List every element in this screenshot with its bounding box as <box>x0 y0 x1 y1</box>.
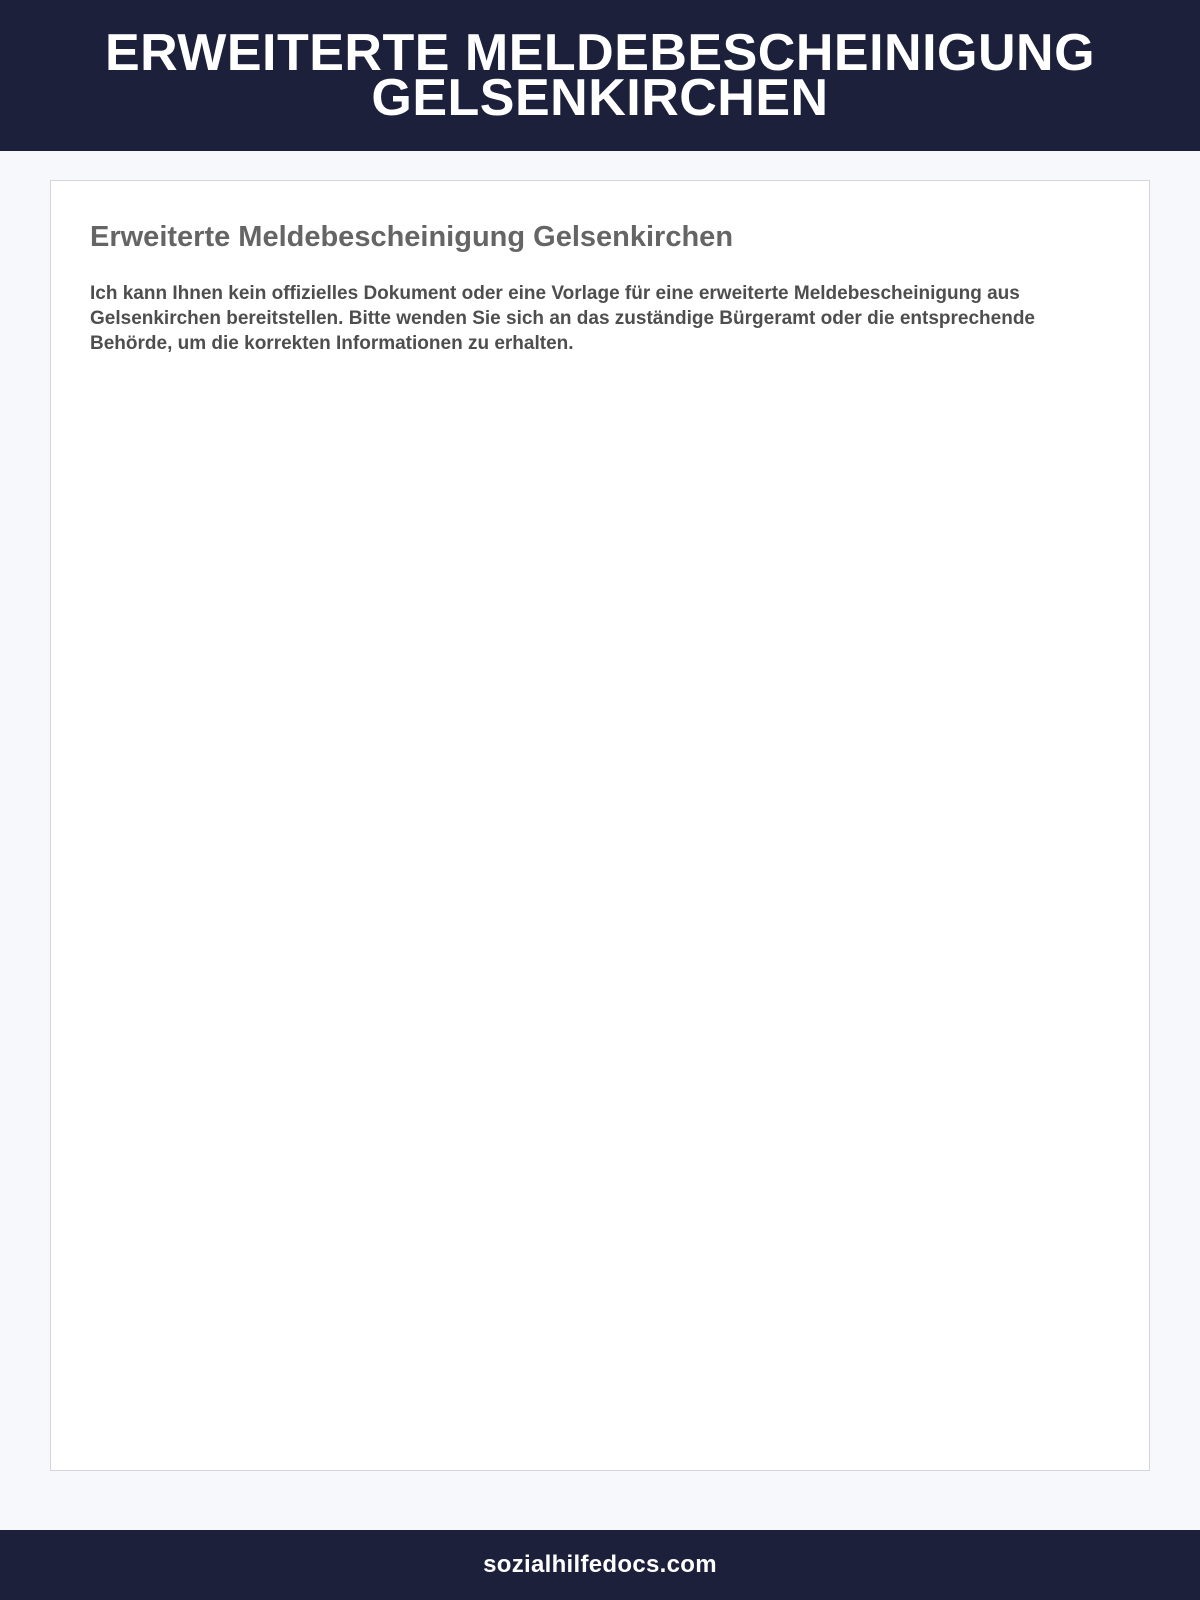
content-paragraph: Ich kann Ihnen kein offizielles Dokument oder eine Vorlage für eine erweiterte Meldebescheinigung aus Gelsenkirchen bereitstellen. Bitte wenden Sie sich an das zuständige Bürgeramt oder die entsprechende Behörde, um die korrekten Informationen zu erhalten. <box>90 283 1035 354</box>
content-card <box>50 180 1150 1471</box>
content-heading: Erweiterte Meldebescheinigung Gelsenkirchen <box>90 221 734 253</box>
footer-site-name: sozialhilfedocs.com <box>483 1551 717 1578</box>
page-title: ERWEITERTE MELDEBESCHEINIGUNG GELSENKIRCHEN <box>104 23 1096 127</box>
page-header <box>0 0 1200 151</box>
page-footer <box>0 1530 1200 1600</box>
